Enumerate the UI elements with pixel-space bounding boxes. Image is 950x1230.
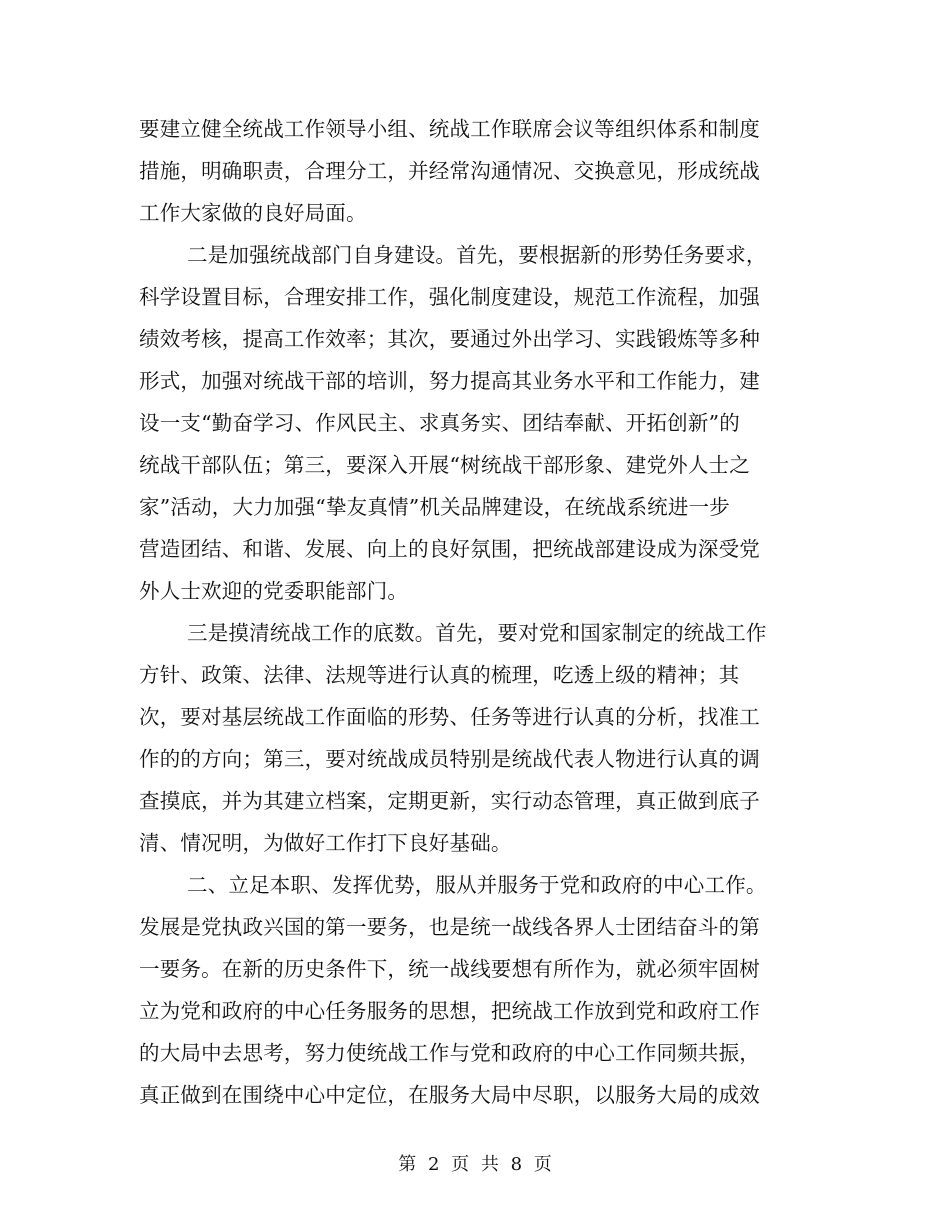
paragraph-3: [139, 612, 767, 864]
paragraph-4: [139, 864, 767, 1116]
footer-prefix: 第: [398, 1154, 417, 1175]
text-line: 一要务。在新的历史条件下，统一战线要想有所作为，就必须牢固树: [139, 957, 760, 981]
current-page-number: 2: [427, 1154, 440, 1175]
text-line: 家”活动，大力加强“挚友真情”机关品牌建设，在统战系统进一步: [139, 495, 730, 519]
page-number-footer: [0, 1150, 950, 1176]
footer-page-label: 页: [451, 1154, 470, 1175]
text-line: 发展是党执政兴国的第一要务，也是统一战线各界人士团结奋斗的第: [139, 915, 760, 939]
footer-total-label: 共: [480, 1154, 499, 1175]
text-line: 统战干部队伍；第三，要深入开展“树统战干部形象、建党外人士之: [139, 453, 750, 477]
paragraph-1: [139, 108, 759, 234]
text-line: 措施，明确职责，合理分工，并经常沟通情况、交换意见，形成统战: [139, 159, 760, 183]
text-line: 外人士欢迎的党委职能部门。: [139, 579, 409, 603]
text-line: 作的的方向；第三，要对统战成员特别是统战代表人物进行认真的调: [139, 747, 760, 771]
text-line: 的大局中去思考，努力使统战工作与党和政府的中心工作同频共振，: [139, 1041, 760, 1065]
text-line: 次，要对基层统战工作面临的形势、任务等进行认真的分析，找准工: [139, 705, 760, 729]
text-line: 三是摸清统战工作的底数。首先，要对党和国家制定的统战工作: [187, 621, 767, 645]
text-line: 绩效考核，提高工作效率；其次，要通过外出学习、实践锻炼等多种: [139, 327, 760, 351]
text-line: 立为党和政府的中心任务服务的思想，把统战工作放到党和政府工作: [139, 999, 760, 1023]
total-page-count: 8: [510, 1154, 523, 1175]
text-line: 方针、政策、法律、法规等进行认真的梳理，吃透上级的精神；其: [139, 663, 740, 687]
text-line: 二是加强统战部门自身建设。首先，要根据新的形势任务要求，: [187, 243, 767, 267]
text-line: 工作大家做的良好局面。: [139, 201, 367, 225]
text-line: 要建立健全统战工作领导小组、统战工作联席会议等组织体系和制度: [139, 117, 760, 141]
footer-suffix: 页: [533, 1154, 552, 1175]
text-line: 营造团结、和谐、发展、向上的良好氛围，把统战部建设成为深受党: [139, 537, 760, 561]
text-line: 真正做到在围绕中心中定位，在服务大局中尽职，以服务大局的成效: [139, 1083, 760, 1107]
text-line: 形式，加强对统战干部的培训，努力提高其业务水平和工作能力，建: [139, 369, 760, 393]
paragraph-2: [139, 234, 767, 612]
text-line: 二、立足本职、发挥优势，服从并服务于党和政府的中心工作。: [187, 873, 767, 897]
body-text: [139, 108, 767, 1116]
text-line: 清、情况明，为做好工作打下良好基础。: [139, 831, 512, 855]
text-line: 科学设置目标，合理安排工作，强化制度建设，规范工作流程，加强: [139, 285, 760, 309]
text-line: 查摸底，并为其建立档案，定期更新，实行动态管理，真正做到底子: [139, 789, 760, 813]
text-line: 设一支“勤奋学习、作风民主、求真务实、团结奉献、开拓创新”的: [139, 411, 740, 435]
